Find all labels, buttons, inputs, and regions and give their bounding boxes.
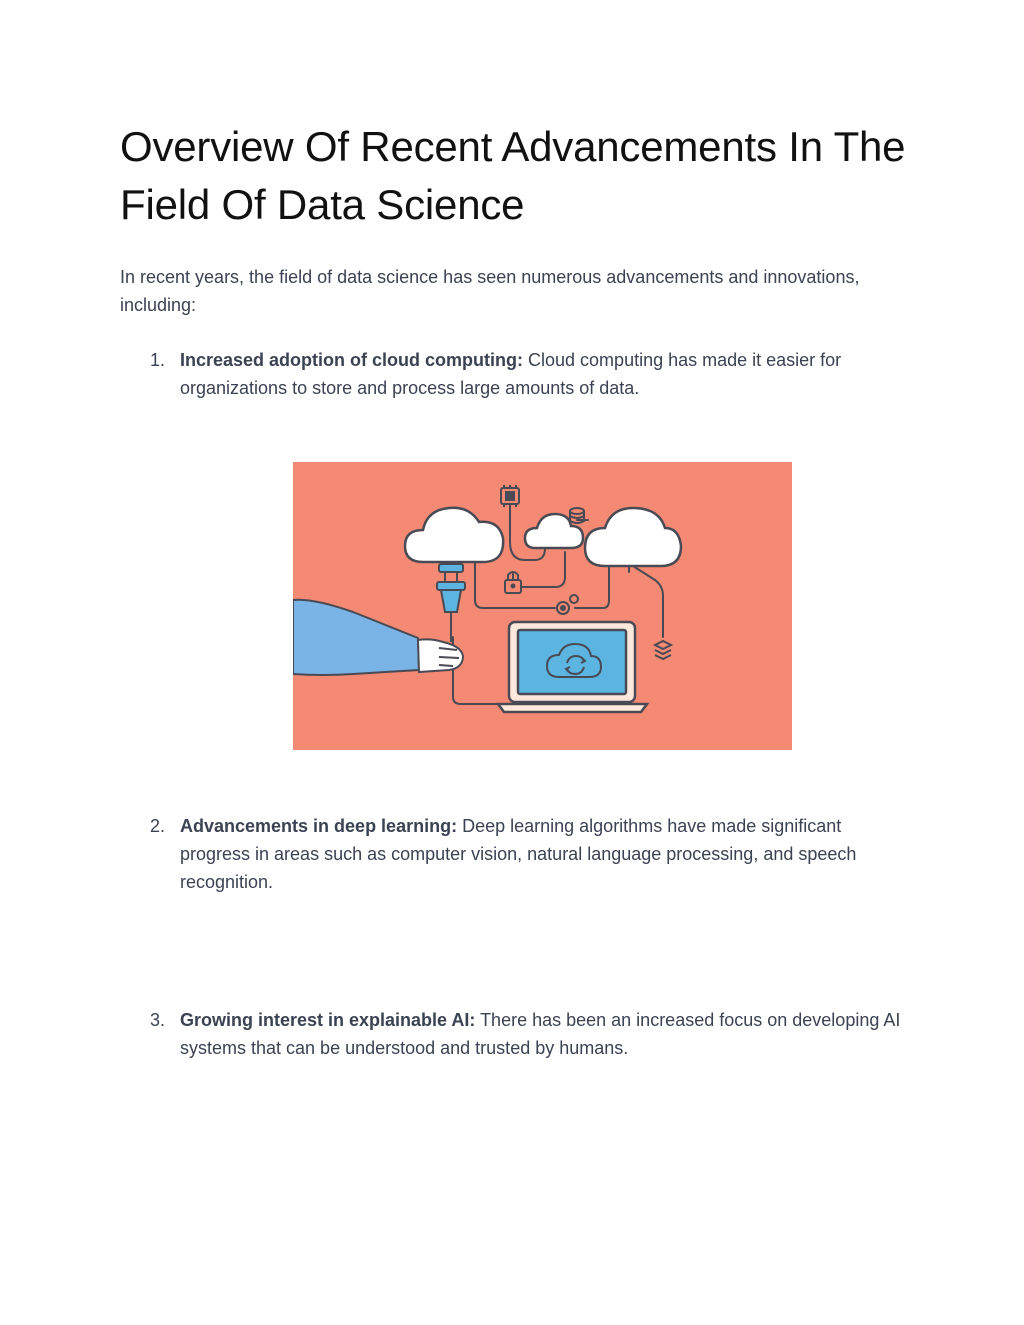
list-item-text (180, 346, 910, 402)
list-item-body: Cloud computing has made it easier for organizations to store and process large amounts of data. (180, 350, 842, 398)
cloud-computing-illustration (293, 462, 792, 750)
list-number: 1. (150, 350, 166, 370)
list-item-body: There has been an increased focus on developing AI systems that can be understood and trusted by humans. (180, 1010, 901, 1058)
laptop-icon (498, 622, 647, 712)
chip-icon (501, 485, 519, 507)
list-item-text (180, 1006, 910, 1062)
list-item-body: Deep learning algorithms have made significant progress in areas such as computer vision, natural language processing, and speech recognition. (180, 816, 857, 892)
intro-paragraph: In recent years, the field of data science has seen numerous advancements and innovations, including: (120, 267, 860, 315)
list-item-heading: Advancements in deep learning: (180, 816, 458, 836)
list-item-heading: Increased adoption of cloud computing: (180, 350, 524, 370)
list-number: 3. (150, 1010, 166, 1030)
list-item-heading: Growing interest in explainable AI: (180, 1010, 476, 1030)
list-item-text (180, 812, 910, 896)
page-title: Overview Of Recent Advancements In The Field Of Data Science (120, 123, 906, 228)
list-number: 2. (150, 816, 166, 836)
